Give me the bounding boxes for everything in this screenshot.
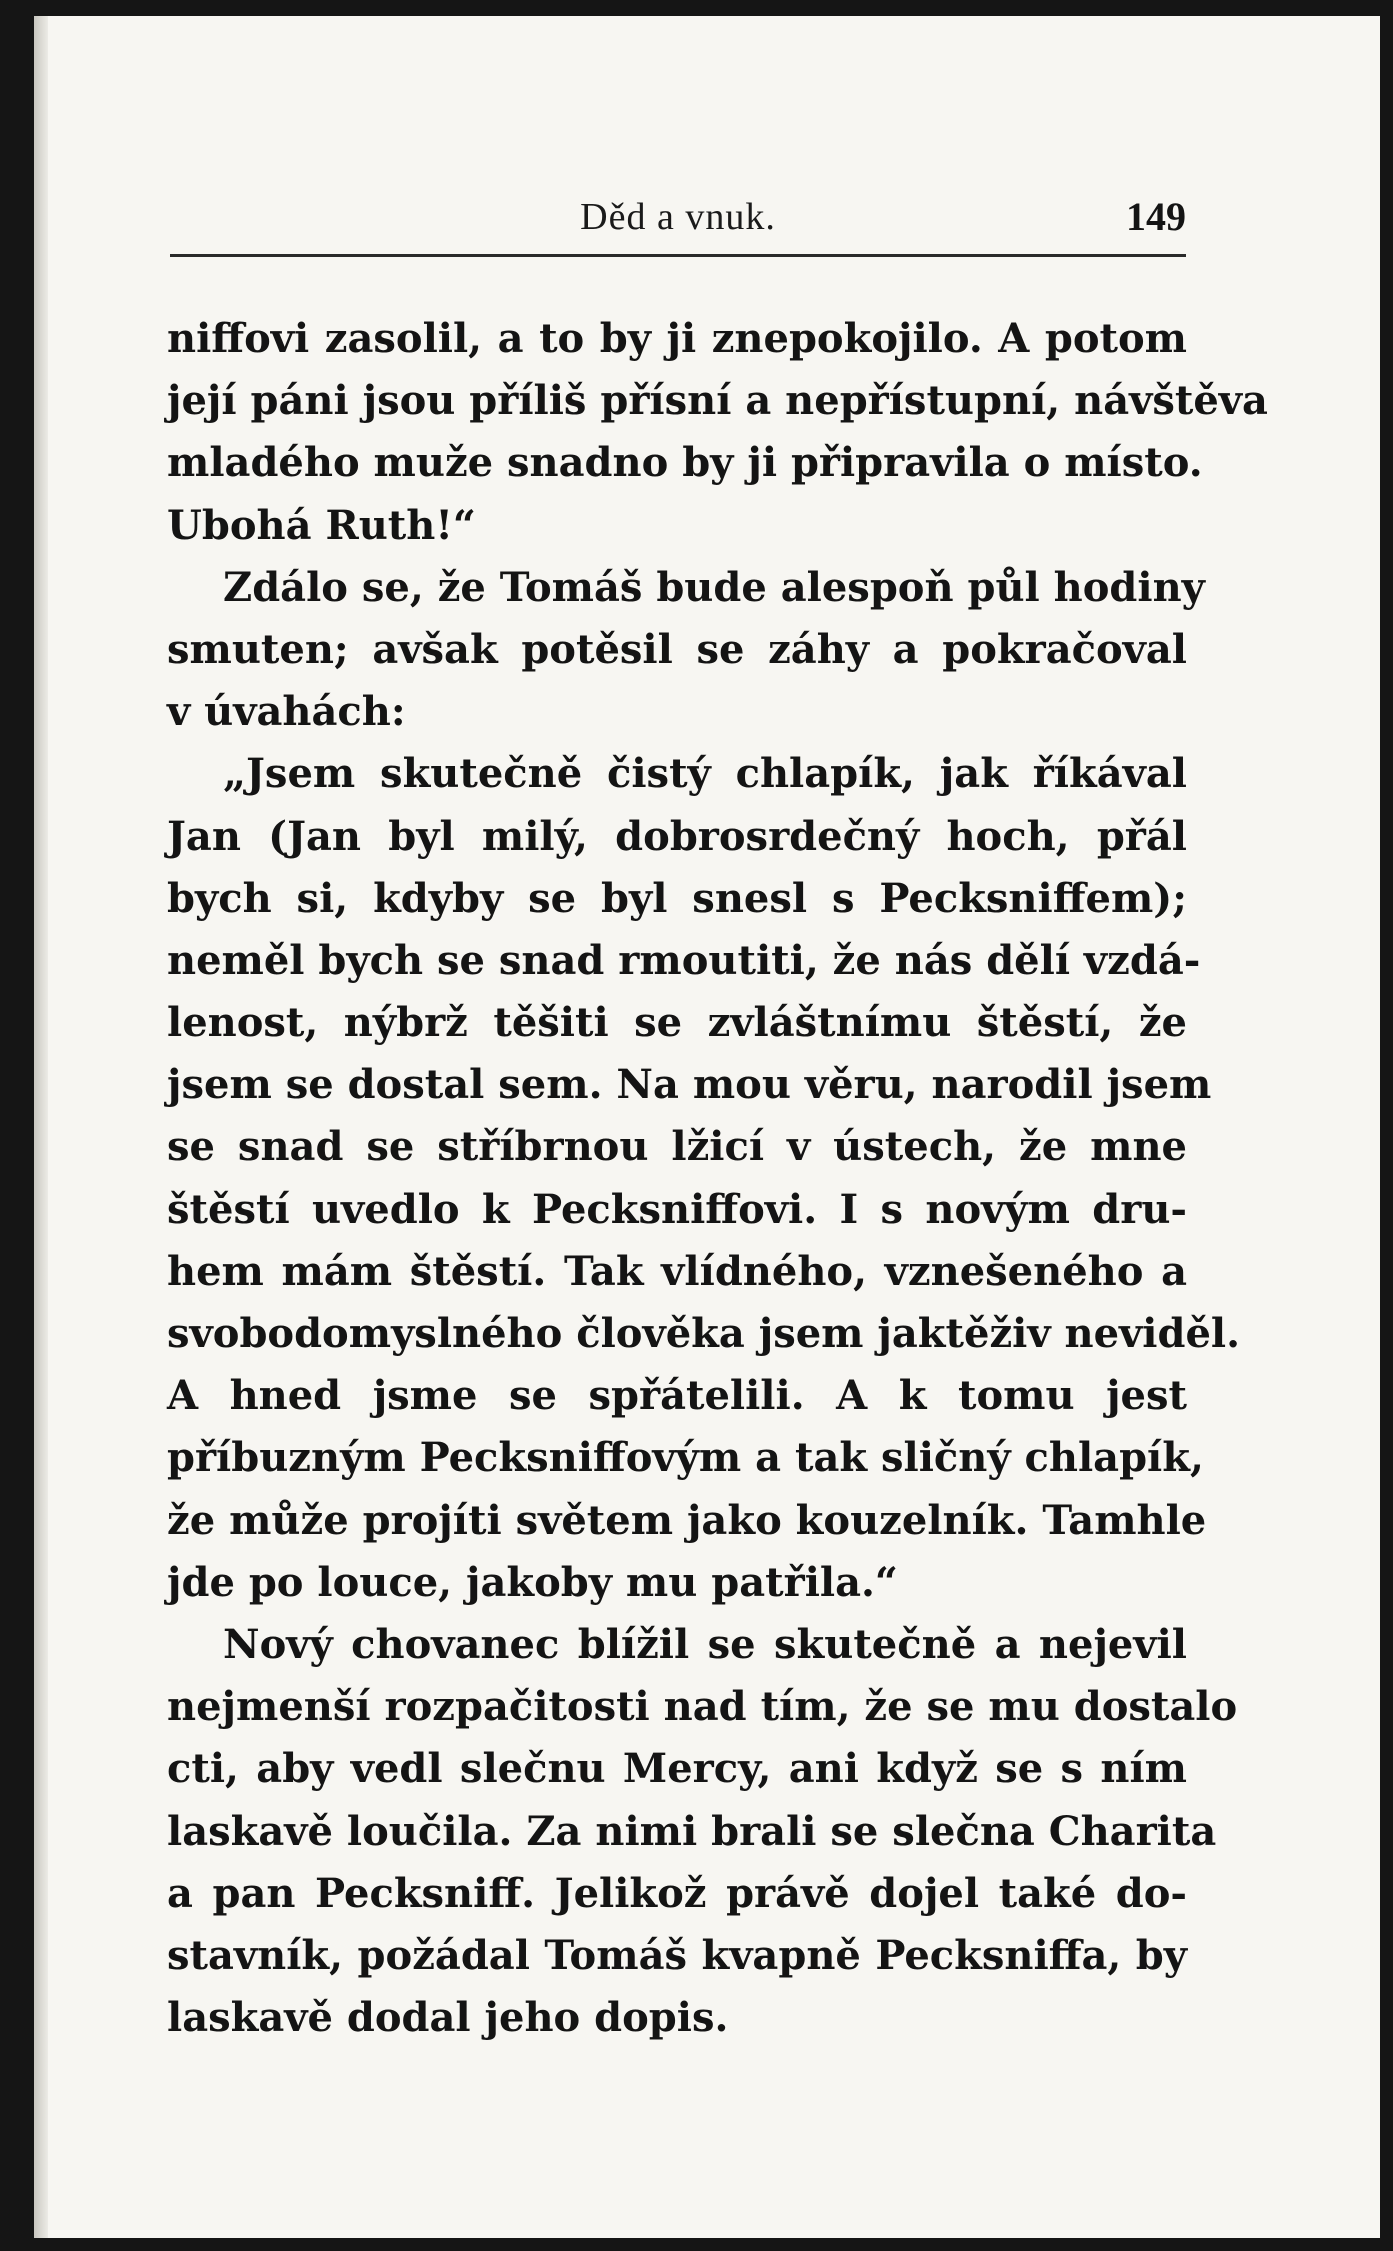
text-line: neměl bych se snad rmoutiti, že nás dělí vzdá-: [167, 936, 1201, 984]
page-header: [170, 191, 1186, 243]
text-line: mladého muže snadno by ji připravila o místo.: [167, 439, 1203, 487]
header-rule: [170, 254, 1186, 257]
text-line: stavník, požádal Tomáš kvapně Pecksniffa, by: [167, 1931, 1187, 1979]
book-page: [34, 16, 1380, 2238]
text-line: příbuzným Pecksniffovým a tak sličný chlapík,: [167, 1434, 1204, 1482]
text-line: Nový chovanec blížil se skutečně a nejevil: [223, 1620, 1187, 1668]
text-line: nejmenší rozpačitosti nad tím, že se mu dostalo: [167, 1683, 1238, 1731]
text-line: že může projíti světem jako kouzelník. Tamhle: [167, 1496, 1207, 1544]
page-spine-shadow: [34, 16, 48, 2238]
text-line: laskavě loučila. Za nimi brali se slečna Charita: [167, 1807, 1217, 1855]
text-line: štěstí uvedlo k Pecksniffovi. I s novým dru-: [167, 1185, 1187, 1233]
text-line: jsem se dostal sem. Na mou věru, narodil jsem: [167, 1061, 1212, 1109]
page-number: 149: [1126, 194, 1186, 239]
running-head: Děd a vnuk.: [580, 196, 776, 238]
text-line: „Jsem skutečně čistý chlapík, jak říkával: [223, 750, 1187, 798]
text-line: hem mám štěstí. Tak vlídného, vznešeného a: [167, 1247, 1187, 1295]
text-line: Jan (Jan byl milý, dobrosrdečný hoch, přál: [167, 812, 1187, 860]
body-text: [167, 308, 1268, 2049]
text-line: niffovi zasolil, a to by ji znepokojilo. A potom: [167, 315, 1187, 362]
text-line: jde po louce, jakoby mu patřila.“: [167, 1558, 898, 1606]
text-line: její páni jsou příliš přísní a nepřístupní, návštěva: [167, 377, 1268, 425]
text-line: A hned jsme se spřátelili. A k tomu jest: [167, 1372, 1187, 1420]
text-line: svobodomyslného člověka jsem jaktěživ neviděl.: [167, 1310, 1241, 1357]
text-line: laskavě dodal jeho dopis.: [167, 1994, 729, 2042]
text-line: Ubohá Ruth!“: [167, 501, 476, 549]
text-line: smuten; avšak potěsil se záhy a pokračoval: [167, 625, 1187, 673]
text-line: lenost, nýbrž těšiti se zvláštnímu štěstí, že: [167, 999, 1187, 1047]
text-line: cti, aby vedl slečnu Mercy, ani když se s ním: [167, 1745, 1187, 1793]
text-line: v úvahách:: [167, 688, 406, 736]
text-line: a pan Pecksniff. Jelikož právě dojel také do-: [167, 1869, 1187, 1917]
text-line: se snad se stříbrnou lžicí v ústech, že mne: [167, 1123, 1187, 1171]
text-line: bych si, kdyby se byl snesl s Pecksniffem);: [167, 874, 1187, 922]
text-line: Zdálo se, že Tomáš bude alespoň půl hodiny: [223, 563, 1205, 611]
